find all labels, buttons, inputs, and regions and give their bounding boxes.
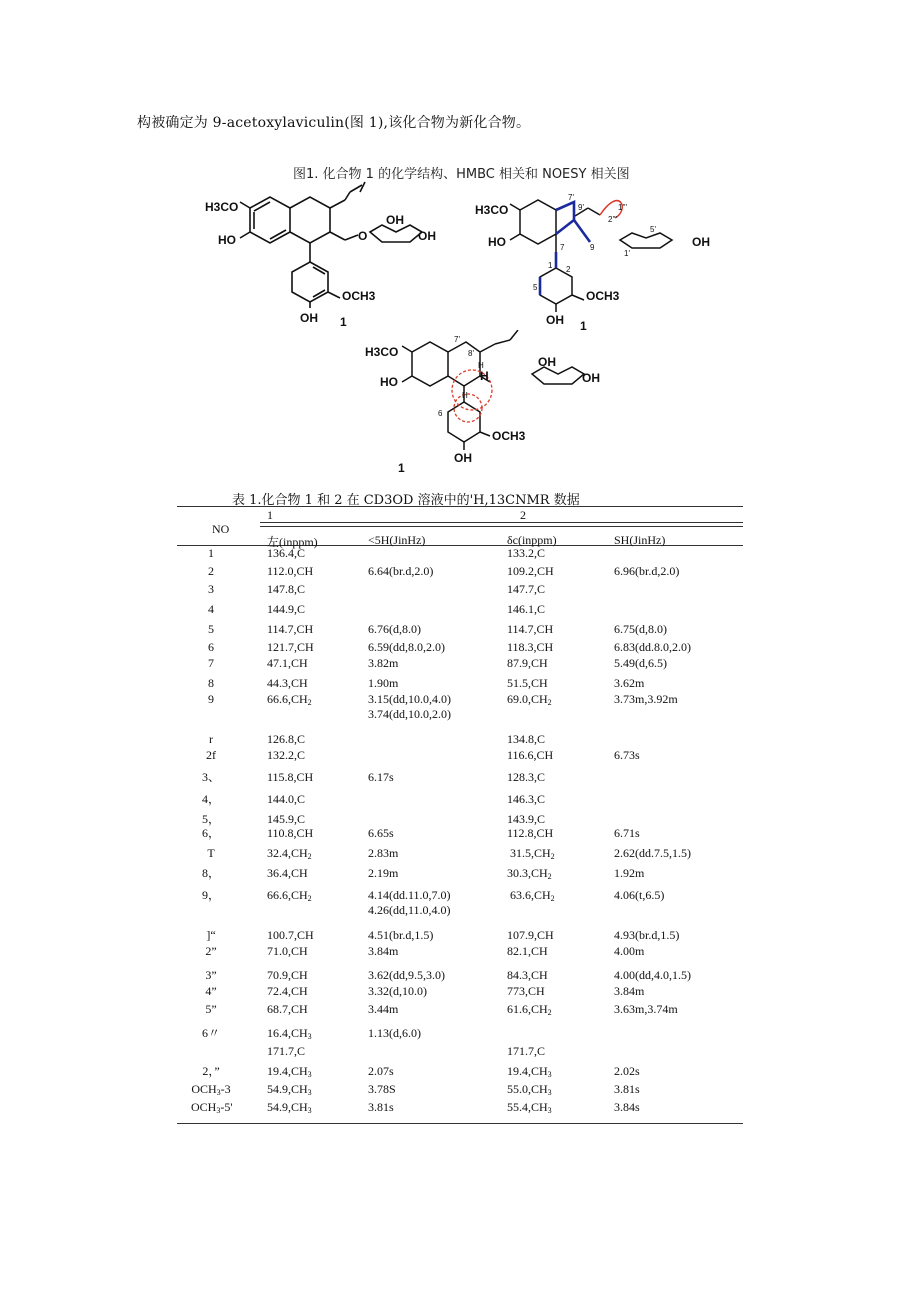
table-cell-c1: $66.6,CH_2$ — [267, 888, 312, 903]
table-cell-h1: 3.81s — [368, 1100, 394, 1114]
noesy-correlation-2 — [454, 394, 482, 422]
intro-paragraph: 构被确定为 9-acetoxylaviculin(图 1),该化合物为新化合物。 — [137, 115, 531, 131]
num-2pp: 2''' — [608, 215, 618, 224]
table-cell-c1: 144.9,C — [267, 602, 306, 616]
table-cell-c1: 110.8,CH — [267, 826, 314, 840]
table-cell-c2: 133.2,C — [507, 546, 546, 560]
table-cell-no: ]“ — [206, 928, 216, 942]
table-cell-c2: $61.6,CH_2$ — [507, 1002, 552, 1017]
table-cell-h2: 3.62m — [614, 676, 645, 690]
table-cell-no: 9 — [208, 692, 214, 706]
table-cell-h1: 3.78S — [368, 1082, 396, 1096]
table-cell-c2: 146.3,C — [507, 792, 546, 806]
hmbc-bonds — [540, 202, 590, 295]
num-1: 1 — [548, 261, 553, 270]
table-cell-h1: 4.14(dd.11.0,7.0) 4.26(dd,11.0,4.0) — [368, 888, 451, 917]
table-cell-no: 7 — [208, 656, 214, 670]
table-cell-no: 6， — [201, 826, 220, 840]
table-cell-no: 3 — [208, 582, 214, 596]
table-cell-h1: 3.15(dd,10.0,4.0) 3.74(dd,10.0,2.0) — [368, 692, 451, 721]
table-cell-h1: 1.13(d,6.0) — [368, 1026, 421, 1040]
table-cell-c1: 144.0,C — [267, 792, 306, 806]
sugar-oh-label: OH — [386, 213, 404, 227]
h-label-1: H — [478, 361, 484, 370]
table-cell-h2: 5.49(d,6.5) — [614, 656, 667, 670]
table-cell-h2: 6.71s — [614, 826, 640, 840]
table-cell-h1: 3.62(dd,9.5,3.0) — [368, 968, 445, 982]
num-5b: 5' — [650, 225, 656, 234]
table-cell-h1: 3.82m — [368, 656, 399, 670]
table-cell-h2: 3.81s — [614, 1082, 640, 1096]
table-cell-no: 3、 — [201, 770, 220, 784]
table-compound-rule-2 — [260, 526, 743, 527]
table-cell-h1: 6.17s — [368, 770, 394, 784]
table-cell-c2: 87.9,CH — [507, 656, 548, 670]
table-cell-h1: 6.76(d,8.0) — [368, 622, 421, 636]
header-compound-2: 2 — [520, 508, 526, 522]
sugar-oh-label: OH — [538, 355, 556, 369]
table-cell-c1: 126.8,C — [267, 732, 306, 746]
structure-hmbc — [470, 180, 720, 332]
structure-noesy — [360, 330, 620, 475]
table-cell-h1: 2.83m — [368, 846, 399, 860]
table-cell-h1: 4.51(br.d,1.5) — [368, 928, 434, 942]
oh-label: OH — [546, 313, 564, 327]
table-cell-h2: 6.73s — [614, 748, 640, 762]
header-compound-1: 1 — [267, 508, 273, 522]
table-cell-c2: $31.5,CH_2$ — [507, 846, 555, 861]
table-cell-c2: 114.7,CH — [507, 622, 554, 636]
table-cell-no: r — [209, 732, 213, 746]
table-cell-h1: 6.65s — [368, 826, 394, 840]
table-compound-rule — [260, 522, 743, 523]
table-cell-c1: 171.7,C — [267, 1044, 306, 1058]
num-8p: 8' — [468, 349, 474, 358]
table-cell-h2: 4.00(dd,4.0,1.5) — [614, 968, 691, 982]
methoxy-label: H3CO — [475, 203, 509, 217]
table-cell-c1: 112.0,CH — [267, 564, 314, 578]
table-cell-c2: 112.8,CH — [507, 826, 554, 840]
table-cell-c2: 171.7,C — [507, 1044, 546, 1058]
och3-label: OCH3 — [492, 429, 526, 443]
table-cell-c2: 134.8,C — [507, 732, 546, 746]
table-cell-c2: 146.1,C — [507, 602, 546, 616]
table-cell-c2: 116.6,CH — [507, 748, 554, 762]
num-1b: 1' — [624, 249, 630, 258]
table-cell-c2: 109.2,CH — [507, 564, 554, 578]
h-label-2: H — [480, 369, 489, 383]
table-top-rule — [177, 506, 743, 507]
table-cell-c1: $66.6,CH_2$ — [267, 692, 312, 707]
table-cell-c1: 70.9,CH — [267, 968, 308, 982]
table-cell-h2: 4.00m — [614, 944, 645, 958]
oxygen-label: O — [358, 229, 368, 243]
table-cell-c2: 773,CH — [507, 984, 545, 998]
num-7p: 7' — [454, 335, 460, 344]
table-cell-h2: 4.93(br.d,1.5) — [614, 928, 680, 942]
hydroxy-label: HO — [380, 375, 398, 389]
table-cell-c1: 100.7,CH — [267, 928, 314, 942]
num-9p: 9' — [578, 203, 584, 212]
table-cell-c1: $54.9,CH_3$ — [267, 1082, 312, 1097]
table-cell-h2: 1.92m — [614, 866, 645, 880]
table-cell-no: 2” — [205, 944, 217, 958]
table-cell-c2: $55.4,CH_3$ — [507, 1100, 552, 1115]
header-dh2: SH(JinHz) — [614, 533, 666, 547]
hydroxy-label: HO — [218, 233, 236, 247]
methoxy-label: H3CO — [205, 200, 239, 214]
sugar-oh-label-2: OH — [582, 371, 600, 385]
table-cell-no: 5， — [201, 812, 220, 826]
table-cell-c1: 145.9,C — [267, 812, 306, 826]
table-cell-no: $OCH_3-5'$ — [191, 1100, 233, 1115]
structure-1 — [200, 180, 450, 330]
table-cell-c2: 118.3,CH — [507, 640, 554, 654]
table-cell-c1: 47.1,CH — [267, 656, 308, 670]
table-cell-no: 3” — [205, 968, 217, 982]
table-cell-h2: 2.62(dd.7.5,1.5) — [614, 846, 691, 860]
table-cell-no: 4 — [208, 602, 214, 616]
header-dh1: <5H(JinHz) — [368, 533, 426, 547]
table-cell-c1: $19.4,CH_3$ — [267, 1064, 312, 1079]
table-cell-h1: 3.32(d,10.0) — [368, 984, 427, 998]
table-cell-no: 8 — [208, 676, 214, 690]
table-cell-c1: $16.4,CH_3$ — [267, 1026, 312, 1041]
table-cell-c1: 71.0,CH — [267, 944, 308, 958]
table-cell-no: $OCH_3-3$ — [191, 1082, 231, 1097]
compound-label: 1 — [580, 319, 587, 332]
num-7p: 7' — [568, 193, 574, 202]
table-cell-c2: $19.4,CH_3$ — [507, 1064, 552, 1079]
table-cell-no: 8， — [201, 866, 220, 880]
table-cell-no: 4” — [205, 984, 217, 998]
table-cell-c1: 44.3,CH — [267, 676, 308, 690]
table-cell-no: 2 — [208, 564, 214, 578]
table-caption: 表 1.化合物 1 和 2 在 CD3OD 溶液中的'H,13CNMR 数据 — [232, 493, 580, 508]
table-cell-h1: 6.59(dd,8.0,2.0) — [368, 640, 445, 654]
table-cell-c1: $54.9,CH_3$ — [267, 1100, 312, 1115]
table-cell-c1: 115.8,CH — [267, 770, 314, 784]
table-cell-h1: 2.07s — [368, 1064, 394, 1078]
num-1pp: 1''' — [618, 203, 628, 212]
table-cell-h2: 6.83(dd.8.0,2.0) — [614, 640, 691, 654]
num-2: 2 — [566, 265, 571, 274]
num-5: 5 — [533, 283, 538, 292]
table-cell-c2: 147.7,C — [507, 582, 546, 596]
table-cell-no: 5 — [208, 622, 214, 636]
table-cell-no: 6〃 — [201, 1026, 220, 1040]
hydroxy-label: HO — [488, 235, 506, 249]
oh-label: OH — [454, 451, 472, 465]
table-cell-c1: 136.4,C — [267, 546, 306, 560]
table-cell-h2: 4.06(t,6.5) — [614, 888, 665, 902]
table-cell-c1: $32.4,CH_2$ — [267, 846, 312, 861]
num-6: 6 — [438, 409, 443, 418]
table-cell-c2: $69.0,CH_2$ — [507, 692, 552, 707]
sugar-oh-label: OH — [692, 235, 710, 249]
header-dc2: δc(inppm) — [507, 533, 557, 547]
table-cell-h1: 1.90m — [368, 676, 399, 690]
figure-caption: 图1. 化合物 1 的化学结构、HMBC 相关和 NOESY 相关图 — [293, 167, 630, 182]
och3-label: OCH3 — [586, 289, 620, 303]
num-9: 9 — [590, 243, 595, 252]
och3-label: OCH3 — [342, 289, 376, 303]
num-7: 7 — [560, 243, 565, 252]
sugar-oh-label-2: OH — [418, 229, 436, 243]
table-cell-h1: 6.64(br.d,2.0) — [368, 564, 434, 578]
table-cell-c1: 68.7,CH — [267, 1002, 308, 1016]
table-cell-c2: 128.3,C — [507, 770, 546, 784]
h-label-3: H — [462, 391, 468, 400]
table-cell-no: 4， — [201, 792, 220, 806]
header-no: NO — [212, 522, 230, 536]
table-cell-no: 9， — [201, 888, 220, 902]
table-cell-h2: 3.84s — [614, 1100, 640, 1114]
methoxy-label: H3CO — [365, 345, 399, 359]
table-cell-c1: 36.4,CH — [267, 866, 308, 880]
table-cell-h1: 3.84m — [368, 944, 399, 958]
table-cell-no: 5” — [205, 1002, 217, 1016]
table-cell-h2: 6.96(br.d,2.0) — [614, 564, 680, 578]
table-cell-no: 2f — [206, 748, 216, 762]
table-cell-c2: 107.9,CH — [507, 928, 554, 942]
table-cell-no: T — [207, 846, 215, 860]
table-cell-c2: 84.3,CH — [507, 968, 548, 982]
table-cell-c1: 72.4,CH — [267, 984, 308, 998]
oh-label: OH — [300, 311, 318, 325]
table-cell-h2: 2.02s — [614, 1064, 640, 1078]
table-cell-h2: 6.75(d,8.0) — [614, 622, 667, 636]
table-cell-h2: 3.84m — [614, 984, 645, 998]
compound-label: 1 — [340, 315, 347, 329]
table-cell-c1: 114.7,CH — [267, 622, 314, 636]
table-cell-c1: 121.7,CH — [267, 640, 314, 654]
table-cell-h2: 3.63m,3.74m — [614, 1002, 678, 1016]
table-cell-h1: 3.44m — [368, 1002, 399, 1016]
table-cell-c2: $55.0,CH_3$ — [507, 1082, 552, 1097]
table-cell-c2: $63.6,CH_2$ — [507, 888, 555, 903]
table-cell-c2: $30.3,CH_2$ — [507, 866, 552, 881]
header-dc1: 左(inppm) — [267, 535, 318, 549]
table-cell-no: 1 — [208, 546, 214, 560]
table-cell-h2: 3.73m,3.92m — [614, 692, 678, 706]
compound-label: 1 — [398, 461, 405, 475]
table-cell-h1: 2.19m — [368, 866, 399, 880]
table-cell-c1: 147.8,C — [267, 582, 306, 596]
table-cell-c2: 82.1,CH — [507, 944, 548, 958]
table-cell-c2: 143.9,C — [507, 812, 546, 826]
table-cell-c2: 51.5,CH — [507, 676, 548, 690]
table-cell-c1: 132.2,C — [267, 748, 306, 762]
table-cell-no: 2，” — [202, 1064, 220, 1078]
table-cell-no: 6 — [208, 640, 214, 654]
table-bottom-rule — [177, 1123, 743, 1124]
